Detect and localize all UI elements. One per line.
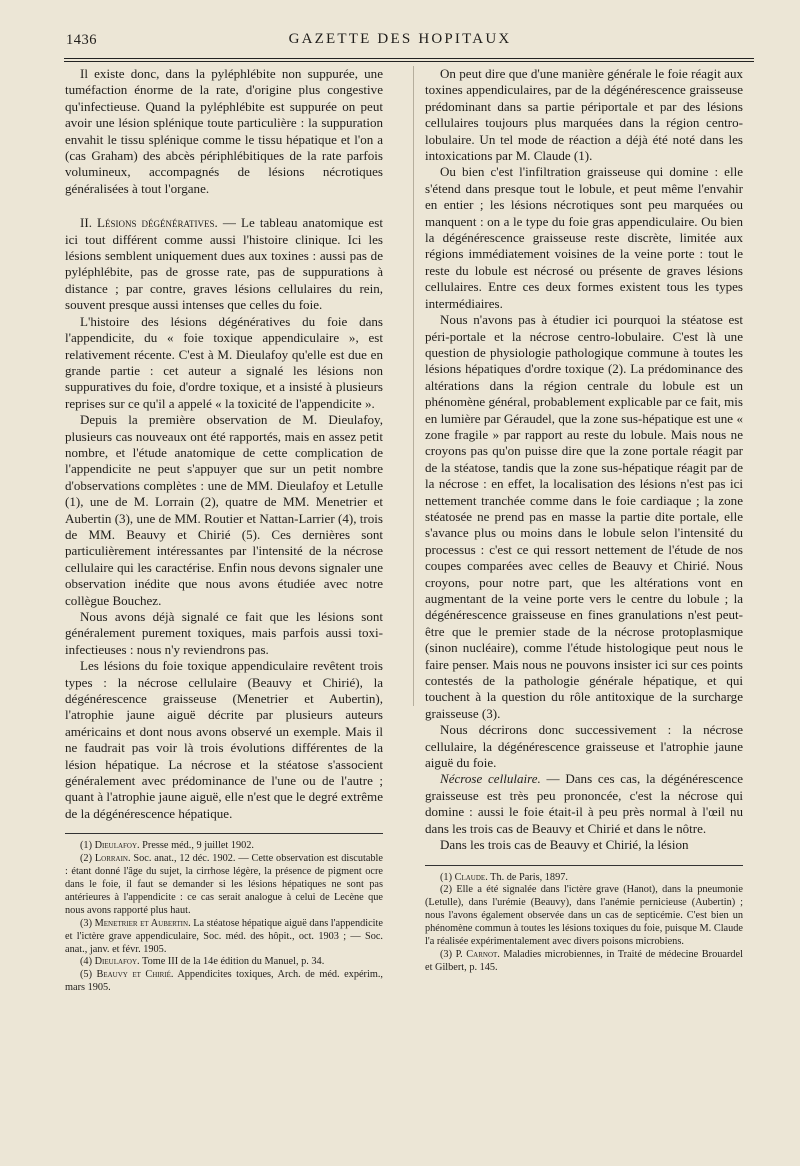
header-rule-top <box>64 58 754 59</box>
page-header <box>0 28 800 50</box>
paragraph: Depuis la première observation de M. Dieulafoy, plusieurs cas nouveaux ont été rapportés, mais en assez petit nombre, et l'étude anatomique de cette complication de l'appendicite ne peut s'appuyer que sur un petit nombre d'observations complètes : une de MM. Dieulafoy et Letulle (1), une de M. Lorrain (2), quatre de MM. Menetrier et Aubertin (3), une de MM. Routier et Nattan-Larrier (4), trois de MM. Beauvy et Chirié (5). Ces dernières sont particulièrement intéressantes par l'intensité de la nécrose cellulaire qui les caractérise. Enfin nous devons signaler une observation inédite que nous avons étudiée avec notre collègue Bouchez. <box>65 412 383 608</box>
section-heading: II. Lésions dégénératives. <box>80 215 218 231</box>
paragraph: Les lésions du foie toxique appendiculaire revêtent trois types : la nécrose cellulaire (Beauvy et Chirié), la dégénérescence graisseuse (Menetrier et Aubertin), l'atrophie jaune aiguë décrite par plusieurs auteurs américains et dont nous avons observé un exemple. Mais il ne faudrait pas voir là trois évolutions différentes de la lésion hépatique. La nécrose et la stéatose s'associent généralement avec prédominance de l'une ou de l'autre ; quant à l'atrophie jaune aiguë, elle n'est que le degré extrême de la dégénérescence hépatique. <box>65 658 383 821</box>
footnotes <box>425 872 743 975</box>
footnote-separator <box>425 865 743 866</box>
footnote: (2) Lorrain. Soc. anat., 12 déc. 1902. — Cette observation est discutable : étant donné l'âge du sujet, la cirrhose légère, la présence de pigment ocre dans le foie, il faut se demander si les lésions hépatiques ne sont pas antérieures à l'appendicite : ce cas serait analogue à celui de Lecène que nous avons rapporté plus haut. <box>65 853 383 916</box>
paragraph: Dans les trois cas de Beauvy et Chirié, la lésion <box>440 837 689 853</box>
footnotes <box>65 840 383 995</box>
page-number: 1436 <box>66 32 97 48</box>
paragraph: Ou bien c'est l'infiltration graisseuse qui domine : elle s'étend dans presque tout le lobule, et peut même l'envahir en entier ; les lésions nécrotiques sont peu marquées ou manquent : on a le type du foie gras appendiculaire. Ou bien la dégénérescence graisseuse reste discrète, limitée aux régions immédiatement voisines de la veine porte : tout le reste du lobule est nécrosé ou présente de graves lésions cellulaires. Entre ces deux formes existent tous les types intermédiaires. <box>425 164 743 311</box>
footnote: (5) Beauvy et Chirié. Appendicites toxiques, Arch. de méd. expérim., mars 1905. <box>65 969 383 994</box>
header-rule-bottom <box>64 61 754 62</box>
footnote-separator <box>65 833 383 834</box>
paragraph: Il existe donc, dans la pyléphlébite non suppurée, une tuméfaction énorme de la rate, d'origine plus congestive qu'infectieuse. Quand la pyléphlébite est suppurée on peut avoir une lésion splénique toute particulière : la suppuration envahit le tissu splénique comme le tissu hépatique et l'on a (cas Graham) des abcès périphlébitiques de la rate parfois volumineux, accompagnés de lésions nécrotiques généralisées à tout l'organe. <box>65 66 383 196</box>
paragraph: L'histoire des lésions dégénératives du foie dans l'appendicite, du « foie toxique appendiculaire », est relativement récente. C'est à M. Dieulafoy qu'elle est due en grande partie : cet auteur a signalé les lésions non suppuratives du foie, d'ordre toxique, et a insisté à plusieurs reprises sur ce qu'il a appelé « la toxicité de l'appendicite ». <box>65 313 383 411</box>
paragraph: Nous avons déjà signalé ce fait que les lésions sont généralement purement toxiques, mais parfois aussi toxi-infectieuses : nous n'y reviendrons pas. <box>65 609 383 657</box>
section-heading: Nécrose cellulaire. <box>440 771 541 787</box>
footnote: (1) Dieulafoy. Presse méd., 9 juillet 1902. <box>80 840 255 852</box>
footnote: (3) P. Carnot. Maladies microbiennes, in Traité de médecine Brouardel et Gilbert, p. 145. <box>425 948 743 973</box>
paragraph: Nécrose cellulaire. — Dans ces cas, la dégénérescence graisseuse est très peu prononcée, c'est la nécrose qui domine : aussi le foie était-il à peu près normal à l'œil nu dans les trois cas de Beauvy et Chirié et dans le nôtre. <box>425 771 743 836</box>
footnote: (1) Claude. Th. de Paris, 1897. <box>440 871 568 883</box>
footnote: (2) Elle a été signalée dans l'ictère grave (Hanot), dans la pneumonie (Letulle), dans l'urémie (Beauvy), dans l'anémie pernicieuse (Aubertin) ; nous l'avons également observée dans un cas de septicémie. C'est bien un phénomène commun à toutes les lésions toxiques du foie, puisque M. Claude l'a réalisée expérimentalement avec divers poisons microbiens. <box>425 884 743 948</box>
left-column <box>65 66 383 995</box>
column-divider <box>413 66 414 706</box>
right-column <box>425 66 743 975</box>
paragraph: Nous décrirons donc successivement : la nécrose cellulaire, la dégénérescence graisseuse et l'atrophie jaune aiguë du foie. <box>425 722 743 771</box>
footnote: (3) Menetrier et Aubertin. La stéatose hépatique aiguë dans l'appendicite et l'ictère grave appendiculaire, Soc. méd. des hôpit., oct. 1903 ; — Soc. anat., janv. et févr. 1905. <box>65 917 383 955</box>
footnote: (4) Dieulafoy. Tome III de la 14e édition du Manuel, p. 34. <box>80 956 325 968</box>
paragraph: Nous n'avons pas à étudier ici pourquoi la stéatose est péri-portale et la nécrose centro-lobulaire. C'est là une question de physiologie pathologique commune à toutes les lésions hépatiques d'ordre toxique (2). La prédominance des altérations dans la région centrale du lobule est un phénomène général, probablement explicable par ce fait, mis en lumière par Géraudel, que la zone sus-hépatique est une « zone fragile » par rapport au reste du lobule. Mais nous ne croyons pas qu'on puisse dire que la zone portale réagit par de la stéatose, tandis que la zone sus-hépatique réagit par de la nécrose : en effet, la localisation des lésions n'est pas ici nettement tranchée comme dans le foie cardiaque ; la zone stéatosée ne prend pas en masse la partie dite portale, elle s'avance plus ou moins dans le lobule selon l'intensité du processus : c'est ce qui ressort nettement de l'étude de nos coupes comparées avec celles de Beauvy et Chirié. Nous croyons, pour notre part, que les altérations vont en augmentant de la veine porte vers le centre du lobule ; la dégénérescence graisseuse en fines granulations n'est peut-être que le premier stade de la nécrose protoplasmique (sinon nucléaire), comme l'étude histologique peut nous le faire penser. Mais nous ne pouvons insister ici sur ces points contestés de la pathologie générale hépatique, et qui touchent à la question du rôle antitoxique de la surcharge graisseuse (3). <box>425 312 743 721</box>
journal-title: GAZETTE DES HOPITAUX <box>288 31 512 47</box>
paragraph: On peut dire que d'une manière générale le foie réagit aux toxines appendiculaires, par de la dégénérescence graisseuse prédominant dans sa partie périportale et par des lésions cellulaires toujours plus marquées dans la région centro-lobulaire. Un tel mode de réaction a déjà été noté dans les intoxications par M. Claude (1). <box>425 66 743 164</box>
paragraph: II. Lésions dégénératives. — Le tableau anatomique est ici tout différent comme aussi l'histoire clinique. Ici les lésions semblent uniquement dues aux toxines : aussi pas de pyléphlébite, pas de grosse rate, pas de suppurations à distance ; par contre, graves lésions cellulaires du rein, souvent presque aussi intenses que celles du foie. <box>65 215 383 313</box>
